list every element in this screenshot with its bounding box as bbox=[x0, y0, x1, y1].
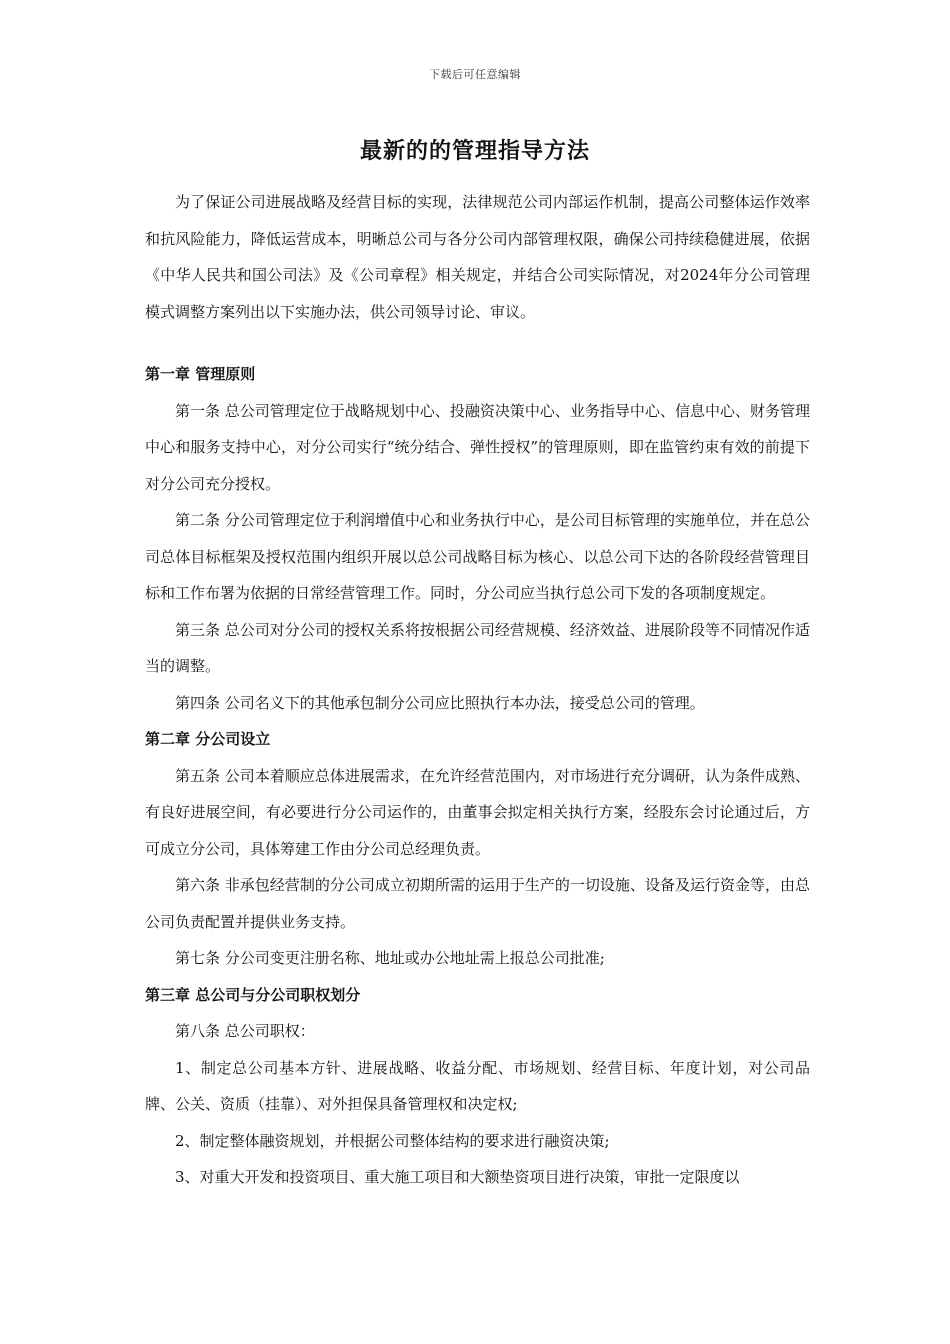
article-paragraph: 第四条 公司名义下的其他承包制分公司应比照执行本办法，接受总公司的管理。 bbox=[175, 693, 705, 712]
article-paragraph: 第二条 分公司管理定位于利润增值中心和业务执行中心，是公司目标管理的实施单位，并在总公司总体目标框架及授权范围内组织开展以总公司战略目标为核心、以总公司下达的各阶段经营管理目标和工作布署为依据的日常经营管理工作。同时，分公司应当执行总公司下发的各项制度规定。 bbox=[145, 511, 810, 602]
section-spacer bbox=[145, 330, 810, 356]
article-paragraph: 第五条 公司本着顺应总体进展需求，在允许经营范围内，对市场进行充分调研，认为条件成熟、有良好进展空间，有必要进行分公司运作的，由董事会拟定相关执行方案，经股东会讨论通过后，方可成立分公司，具体筹建工作由分公司总经理负责。 bbox=[145, 766, 810, 858]
chapter-heading-3: 第三章 总公司与分公司职权划分 bbox=[145, 985, 361, 1004]
list-item: 2、制定整体融资规划，并根据公司整体结构的要求进行融资决策; bbox=[175, 1131, 610, 1150]
chapter-heading-2: 第二章 分公司设立 bbox=[145, 730, 271, 748]
article-paragraph: 第三条 总公司对分公司的授权关系将按根据公司经营规模、经济效益、进展阶段等不同情况作适当的调整。 bbox=[145, 620, 810, 675]
intro-paragraph: 为了保证公司进展战略及经营目标的实现，法律规范公司内部运作机制，提高公司整体运作效率和抗风险能力，降低运营成本，明晰总公司与各分公司内部管理权限，确保公司持续稳健进展，依据《中华人民共和国公司法》及《公司章程》相关规定，并结合公司实际情况，对2024年分公司管理模式调整方案列出以下实施办法，供公司领导讨论、审议。 bbox=[145, 193, 810, 321]
header-note: 下载后可任意编辑 bbox=[429, 68, 521, 81]
article-paragraph: 第七条 分公司变更注册名称、地址或办公地址需上报总公司批准; bbox=[175, 949, 605, 967]
article-paragraph: 第八条 总公司职权： bbox=[175, 1022, 315, 1040]
article-paragraph: 第一条 总公司管理定位于战略规划中心、投融资决策中心、业务指导中心、信息中心、财务管理中心和服务支持中心，对分公司实行“统分结合、弹性授权”的管理原则，即在监管约束有效的前提下对分公司充分授权。 bbox=[145, 401, 810, 493]
article-paragraph: 第六条 非承包经营制的分公司成立初期所需的运用于生产的一切设施、设备及运行资金等，由总公司负责配置并提供业务支持。 bbox=[145, 876, 810, 931]
chapter-heading-1: 第一章 管理原则 bbox=[145, 365, 256, 383]
list-item: 1、制定总公司基本方针、进展战略、收益分配、市场规划、经营目标、年度计划，对公司品牌、公关、资质（挂靠）、对外担保具备管理权和决定权; bbox=[145, 1058, 810, 1113]
list-item: 3、对重大开发和投资项目、重大施工项目和大额垫资项目进行决策，审批一定限度以 bbox=[175, 1168, 740, 1186]
document-body bbox=[145, 184, 810, 1196]
page-title: 最新的的管理指导方法 bbox=[359, 139, 590, 164]
